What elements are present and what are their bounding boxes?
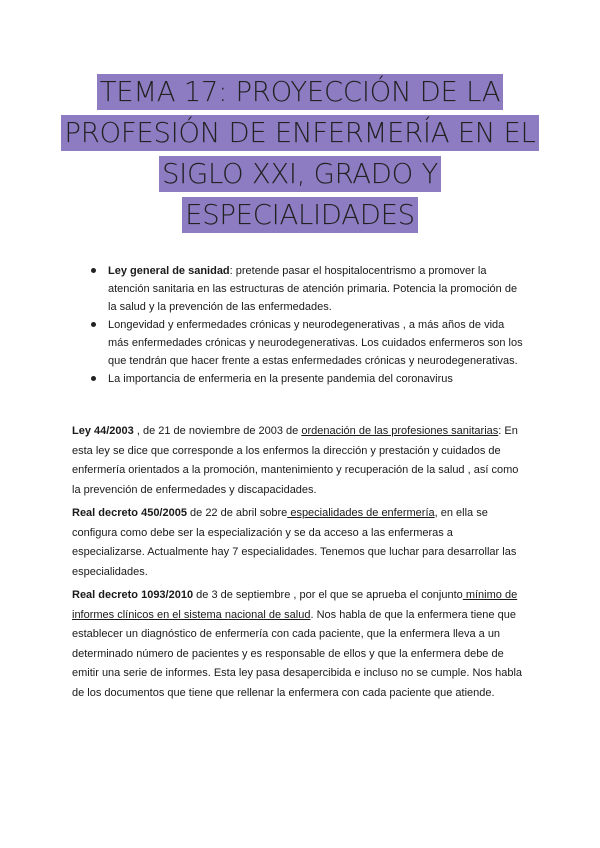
- law-name: Real decreto 1093/2010: [72, 589, 194, 601]
- title-line-3: SIGLO XXI, GRADO Y: [162, 158, 438, 190]
- paragraph-text: : En esta ley se dice que corresponde a los enfermos la dirección y prestación y cuidados de enfermería orientados a la promoción, mantenimiento y recuperación de la salud , así como la prevención de enfermedades y discapacidades.: [72, 425, 519, 496]
- underlined-topic: ordenación de las profesiones sanitarias: [301, 425, 499, 437]
- law-name: Real decreto 450/2005: [72, 507, 187, 519]
- paragraph-ley-44-2003: [72, 422, 528, 500]
- paragraph-text: , de 21 de noviembre de 2003 de: [133, 425, 302, 437]
- bullet-text: Longevidad y enfermedades crónicas y neurodegenerativas , a más años de vida más enfermedades crónicas y neurodegenerativas. Los cuidados enfermeros son los que tendrán que hacer frente a estas enfermedades crónicas y neurodegenerativas.: [108, 319, 523, 367]
- paragraph-text: de 3 de septiembre , por el que se aprueba el conjunto: [193, 589, 463, 601]
- page-title: [60, 72, 540, 236]
- bullet-list: [88, 262, 528, 388]
- paragraph-rd-450-2005: [72, 504, 528, 582]
- body-text: [72, 422, 528, 707]
- bullet-text: : pretende pasar el hospitalocentrismo a promover la atención sanitaria en las estructuras de atención primaria. Potencia la promoción de la salud y la prevención de las enfermedades.: [108, 265, 518, 313]
- underlined-topic: mínimo de informes clínicos en el sistema nacional de salud: [72, 589, 518, 621]
- title-highlight: [61, 74, 538, 233]
- list-item: [88, 370, 528, 388]
- law-name: Ley 44/2003: [72, 425, 134, 437]
- bullet-text: La importancia de enfermeria en la presente pandemia del coronavirus: [108, 373, 453, 385]
- title-line-2: PROFESIÓN DE ENFERMERÍA EN EL: [64, 117, 536, 149]
- title-line-1: TEMA 17: PROYECCIÓN DE LA: [99, 76, 501, 108]
- underlined-topic: especialidades de enfermería: [287, 507, 435, 519]
- title-line-4: ESPECIALIDADES: [185, 199, 415, 231]
- list-item: [88, 262, 528, 316]
- paragraph-text: , en ella se configura como debe ser la especialización y se da acceso a las enfermeras a especializarse. Actualmente hay 7 especialidades. Tenemos que luchar para desarrollar las especialidades.: [72, 507, 517, 578]
- paragraph-rd-1093-2010: [72, 586, 528, 703]
- bullet-bold-term: Ley general de sanidad: [108, 265, 230, 277]
- paragraph-text: . Nos habla de que la enfermera tiene que establecer un diagnóstico de enfermería con cada paciente, que la enfermera lleva a un determinado número de pacientes y es responsable de ellos y que la enfermera debe de emitir una serie de informes. Esta ley pasa desapercibida e incluso no se cumple. Nos habla de los documentos que tiene que rellenar la enfermera con cada paciente que atiende.: [72, 608, 523, 699]
- paragraph-text: de 22 de abril sobre: [186, 507, 288, 519]
- list-item: [88, 316, 528, 370]
